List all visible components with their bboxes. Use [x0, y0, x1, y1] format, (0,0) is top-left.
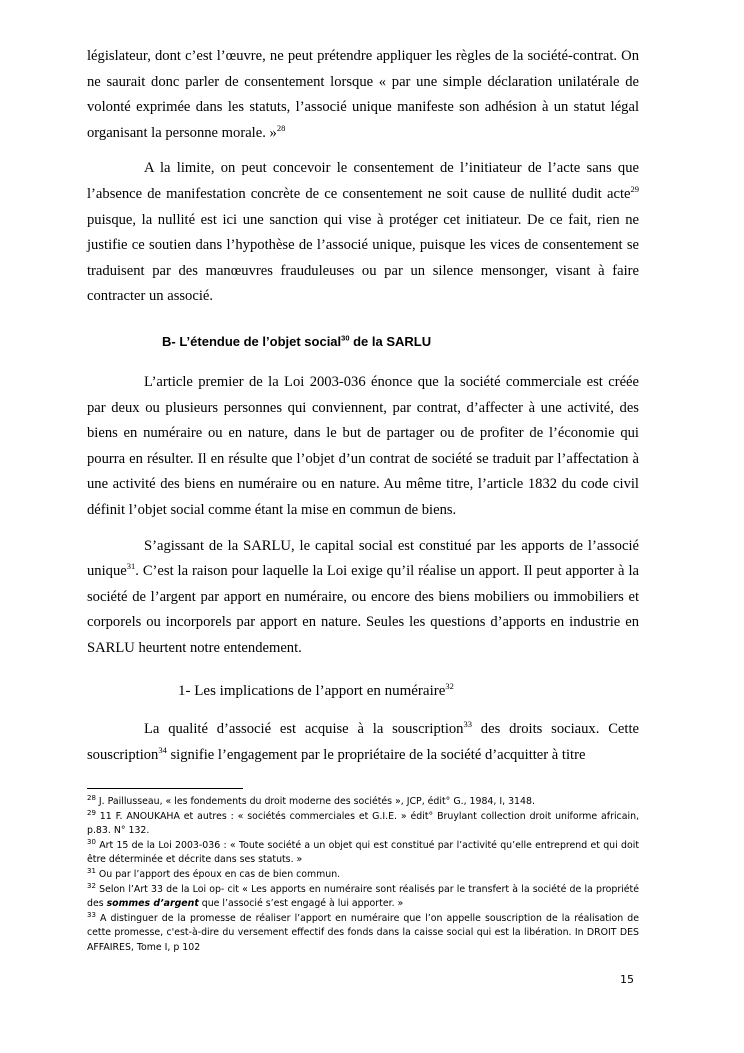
footnote-separator: [87, 788, 243, 789]
footnote-ref-34: 34: [158, 744, 167, 755]
footnote-ref-33: 33: [463, 719, 472, 730]
subsection-heading-1: 1- Les implications de l’apport en numéraire$^{32}$: [178, 681, 454, 699]
main-text-bottom: [87, 717, 639, 768]
footnote-ref-30: 30: [341, 333, 350, 343]
paragraph-2: A la limite, on peut concevoir le consentement de l’initiateur de l’acte sans que l’absence de manifestation concrète de ce consentement ne soit cause de nullité dudit acte$^{29}$ puisque, la nullité est ici une sanction qui vise à protéger cet initiateur. De ce fait, rien ne justifie ce soutien dans l’hypothèse de l’associé unique, puisque les vices de consentement se traduisent par des manœuvres frauduleuses ou par un silence mensonger, visant à faire contracter un associé.: [87, 160, 639, 305]
footnote-29: $^{29}$ 11 F. ANOUKAHA et autres : « sociétés commerciales et G.I.E. » édit° Bruylant collection droit uniforme africain, p.83. N° 132.: [87, 808, 639, 837]
footnote-ref-28: 28: [276, 122, 286, 133]
section-heading-b: B- L’étendue de l’objet social$^{30}$ de la SARLU: [162, 333, 432, 349]
footnote-32: $^{32}$ Selon l’Art 33 de la Loi op- cit « Les apports en numéraire sont réalisés par le transfert à la société de la propriété des sommes d’argent que l’associé s’est engagé à lui apporter. »: [87, 881, 639, 910]
main-text-middle: [87, 370, 639, 662]
footnote-30: $^{30}$ Art 15 de la Loi 2003-036 : « Toute société a un objet qui est constitué par l’activité qu’elle entreprend et qui doit être déterminée et décrite dans ses statuts. »: [87, 837, 639, 866]
footnotes: [87, 795, 639, 956]
footnote-ref-29: 29: [630, 184, 639, 195]
paragraph-1: législateur, dont c’est l’œuvre, ne peut prétendre appliquer les règles de la société-contrat. On ne saurait donc parler de consentement lorsque « par une simple déclaration unilatérale de volonté exprimée dans les statuts, l’associé unique manifeste son adhésion à un statut légal organisant la personne morale. »$^{28}$: [87, 48, 639, 141]
paragraph-5: La qualité d’associé est acquise à la souscription$^{33}$ des droits sociaux. Cette souscription$^{34}$ signifie l’engagement par le propriétaire de la société d’acquitter à titre: [87, 719, 639, 763]
paragraph-4: S’agissant de la SARLU, le capital social est constitué par les apports de l’associé unique$^{31}$. C’est la raison pour laquelle la Loi exige qu’il réalise un apport. Il peut apporter à la société de l’argent par apport en numéraire, ou encore des biens mobiliers ou immobiliers et corporels ou incorporels par apport en nature. Seules les questions d’apports en industrie en SARLU heurtent notre entendement.: [87, 537, 639, 656]
page-number: 15: [620, 973, 634, 986]
footnote-ref-32: 32: [445, 681, 454, 691]
footnote-33: $^{33}$ A distinguer de la promesse de réaliser l’apport en numéraire que l’on appelle souscription de la réalisation de cette promesse, c'est-à-dire du versement effectif des fonds dans la caisse social qui est la libération. In DROIT DES AFFAIRES, Tome I, p 102: [87, 910, 639, 953]
footnote-28: $^{28}$ J. Paillusseau, « les fondements du droit moderne des sociétés », JCP, édit° G., 1984, I, 3148.: [87, 793, 535, 807]
footnote-31: $^{31}$ Ou par l’apport des époux en cas de bien commun.: [87, 866, 341, 880]
paragraph-3: L’article premier de la Loi 2003-036 énonce que la société commerciale est créée par deux ou plusieurs personnes qui conviennent, par contrat, d’affecter à une activité, des biens en numéraire ou en nature, dans le but de partager ou de profiter de l’économie qui pourra en résulter. Il en résulte que l’objet d’un contrat de société se traduit par l’affectation à une activité des biens en numéraire ou en nature. Au même titre, l’article 1832 du code civil définit l’objet social comme étant la mise en commun de biens.: [87, 374, 639, 518]
main-text-top: [87, 44, 639, 310]
footnote-ref-31: 31: [126, 561, 136, 572]
